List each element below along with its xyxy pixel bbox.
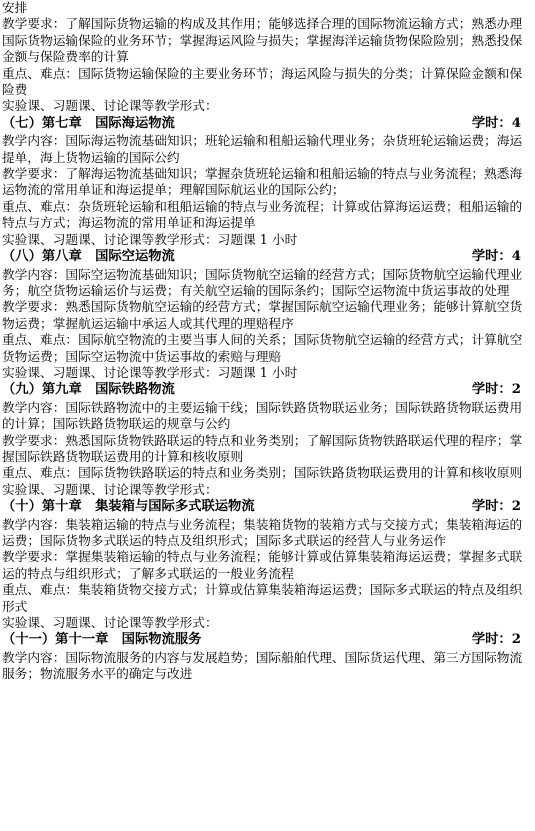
paragraph: 教学内容：国际物流服务的内容与发展趋势；国际船舶代理、国际货运代理、第三方国际物流服务；物流服务水平的确定与改进 — [2, 649, 523, 682]
paragraph: 实验课、习题课、讨论课等教学形式： — [2, 98, 218, 114]
chapter-hours: 学时：2 — [471, 632, 521, 648]
chapter-heading — [2, 115, 533, 133]
paragraph: 实验课、习题课、讨论课等教学形式： — [2, 481, 218, 497]
paragraph: 教学要求：了解国际货物运输的构成及其作用；能够选择合理的国际物流运输方式；熟悉办理国际货物运输保险的业务环节；掌握海运风险与损失；掌握海洋运输货物保险险别；熟悉投保金额与保险费率的计算 — [2, 16, 523, 65]
chapter-heading — [2, 631, 533, 649]
chapter-heading — [2, 498, 533, 516]
paragraph: 重点、难点：集装箱货物交接方式；计算或估算集装箱海运运费；国际多式联运的特点及组织形式 — [2, 582, 523, 614]
paragraph: 教学要求：掌握集装箱运输的特点与业务流程；能够计算或估算集装箱海运运费；掌握多式联运的特点与组织形式；了解多式联运的一般业务流程 — [2, 549, 523, 581]
chapter-title: （九）第九章 国际铁路物流 — [2, 382, 175, 398]
chapter-hours: 学时：4 — [471, 115, 521, 131]
paragraph: 实验课、习题课、讨论课等教学形式： — [2, 615, 218, 631]
chapter-heading — [2, 248, 533, 266]
paragraph: 教学要求：了解海运物流基础知识；掌握杂货班轮运输和租船运输的特点与业务流程；熟悉海运物流的常用单证和海运提单；理解国际航运业的国际公约； — [2, 166, 523, 198]
chapter-title: （十一）第十一章 国际物流服务 — [2, 632, 202, 648]
chapter-hours: 学时：2 — [471, 382, 521, 398]
chapter-heading — [2, 381, 533, 399]
paragraph: 教学内容：国际海运物流基础知识；班轮运输和租船运输代理业务；杂货班轮运输运费；海运提单，海上货物运输的国际公约 — [2, 133, 523, 165]
paragraph: 教学要求：熟悉国际货物航空运输的经营方式；掌握国际航空运输代理业务；能够计算航空货物运费；掌握航运运输中承运人或其代理的理赔程序 — [2, 299, 523, 331]
chapter-title: （十）第十章 集装箱与国际多式联运物流 — [2, 499, 255, 515]
paragraph: 重点、难点：国际货物铁路联运的特点和业务类别；国际铁路货物联运费用的计算和核收原则 — [2, 465, 523, 481]
paragraph: 重点、难点：国际航空物流的主要当事人间的关系；国际货物航空运输的经营方式；计算航空货物运费；国际空运物流中货运事故的索赔与理赔 — [2, 332, 523, 364]
paragraph: 重点、难点：国际货物运输保险的主要业务环节；海运风险与损失的分类；计算保险金额和保险费 — [2, 65, 523, 98]
paragraph: 教学内容：集装箱运输的特点与业务流程；集装箱货物的装箱方式与交接方式；集装箱海运的运费；国际货物多式联运的特点及组织形式；国际多式联运的经营人与业务运作 — [2, 516, 523, 548]
paragraph: 教学内容：国际铁路物流中的主要运输干线；国际铁路货物联运业务；国际铁路货物联运费用的计算；国际铁路货物联运的规章与公约 — [2, 399, 523, 432]
paragraph: 实验课、习题课、讨论课等教学形式：习题课 1 小时 — [2, 364, 298, 380]
chapter-title: （八）第八章 国际空运物流 — [2, 249, 175, 265]
paragraph: 教学要求：熟悉国际货物铁路联运的特点和业务类别；了解国际货物铁路联运代理的程序；掌握国际铁路货物联运费用的计算和核收原则 — [2, 432, 523, 464]
paragraph: 实验课、习题课、讨论课等教学形式：习题课 1 小时 — [2, 231, 298, 247]
paragraph: 安排 — [2, 0, 28, 15]
chapter-title: （七）第七章 国际海运物流 — [2, 115, 175, 131]
paragraph: 教学内容：国际空运物流基础知识；国际货物航空运输的经营方式；国际货物航空运输代理业务；航空货物运输运价与运费；有关航空运输的国际条约；国际空运物流中货运事故的处理 — [2, 266, 523, 298]
chapter-hours: 学时：2 — [471, 499, 521, 515]
paragraph: 重点、难点：杂货班轮运输和租船运输的特点与业务流程；计算或估算海运运费；租船运输的特点与方式；海运物流的常用单证和海运提单 — [2, 198, 523, 231]
chapter-hours: 学时：4 — [471, 249, 521, 265]
